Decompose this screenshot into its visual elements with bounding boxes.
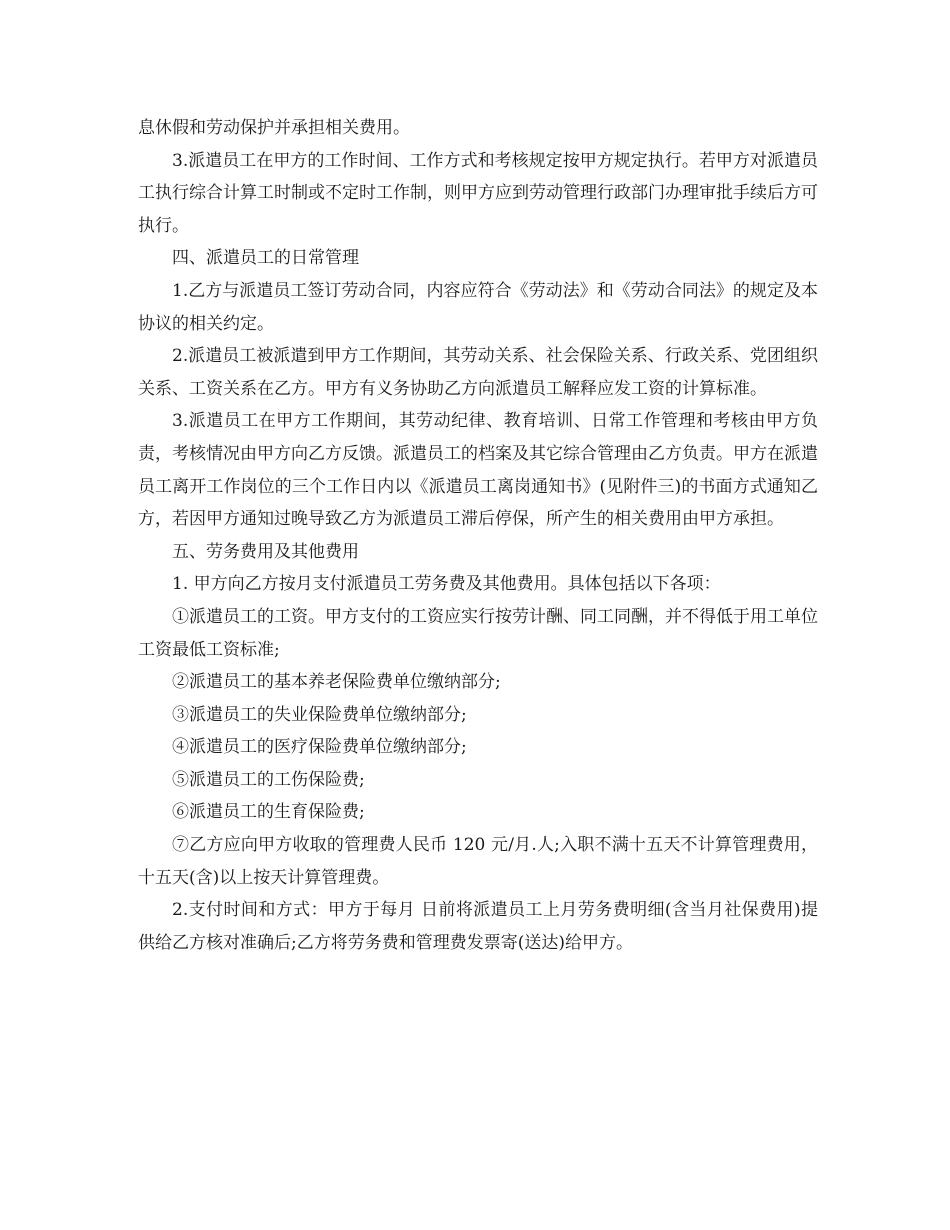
list-item-injury: ⑤派遣员工的工伤保险费;: [172, 769, 365, 790]
paragraph-continuation: 息休假和劳动保护并承担相关费用。: [138, 118, 410, 138]
list-item-medical: ④派遣员工的医疗保险费单位缴纳部分;: [172, 737, 467, 758]
list-item-maternity: ⑥派遣员工的生育保险费;: [172, 802, 365, 823]
paragraph-clause-1-monthly-payment: 1. 甲方向乙方按月支付派遣员工劳务费及其他费用。具体包括以下各项：: [172, 574, 721, 595]
list-item-unemployment: ③派遣员工的失业保险费单位缴纳部分;: [172, 704, 467, 725]
paragraph-clause-3-discipline: 3.派遣员工在甲方工作期间，其劳动纪律、教育培训、日常工作管理和考核由甲方负责，考核情况由甲方向乙方反馈。派遣员工的档案及其它综合管理由乙方负责。甲方在派遣员工离开工作岗位的三个工作日内以《派遣员工离岗通知书》(见附件三)的书面方式通知乙方，若因甲方通知过晚导致乙方为派遣员工滞后停保，所产生的相关费用由甲方承担。: [138, 411, 818, 530]
list-item-wages: ①派遣员工的工资。甲方支付的工资应实行按劳计酬、同工同酬，并不得低于用工单位工资最低工资标准;: [138, 606, 818, 660]
paragraph-clause-2-relations: 2.派遣员工被派遣到甲方工作期间，其劳动关系、社会保险关系、行政关系、党团组织关系、工资关系在乙方。甲方有义务协助乙方向派遣员工解释应发工资的计算标准。: [138, 346, 818, 399]
paragraph-clause-1-labor-contract: 1.乙方与派遣员工签订劳动合同，内容应符合《劳动法》和《劳动合同法》的规定及本协议的相关约定。: [138, 280, 818, 334]
document-body: [138, 112, 818, 959]
paragraph-clause-2-payment-method: 2.支付时间和方式：甲方于每月 日前将派遣员工上月劳务费明细(含当月社保费用)提供给乙方核对准确后;乙方将劳务费和管理费发票寄(送达)给甲方。: [138, 900, 818, 953]
section-heading-daily-management: 四、派遣员工的日常管理: [172, 248, 359, 269]
list-item-pension: ②派遣员工的基本养老保险费单位缴纳部分;: [172, 672, 501, 693]
paragraph-clause-3-work-time: 3.派遣员工在甲方的工作时间、工作方式和考核规定按甲方规定执行。若甲方对派遣员工执行综合计算工时制或不定时工作制，则甲方应到劳动管理行政部门办理审批手续后方可执行。: [138, 150, 818, 236]
section-heading-fees: 五、劳务费用及其他费用: [172, 541, 359, 562]
list-item-management-fee: ⑦乙方应向甲方收取的管理费人民币 120 元/月.人;入职不满十五天不计算管理费用，十五天(含)以上按天计算管理费。: [138, 835, 818, 888]
